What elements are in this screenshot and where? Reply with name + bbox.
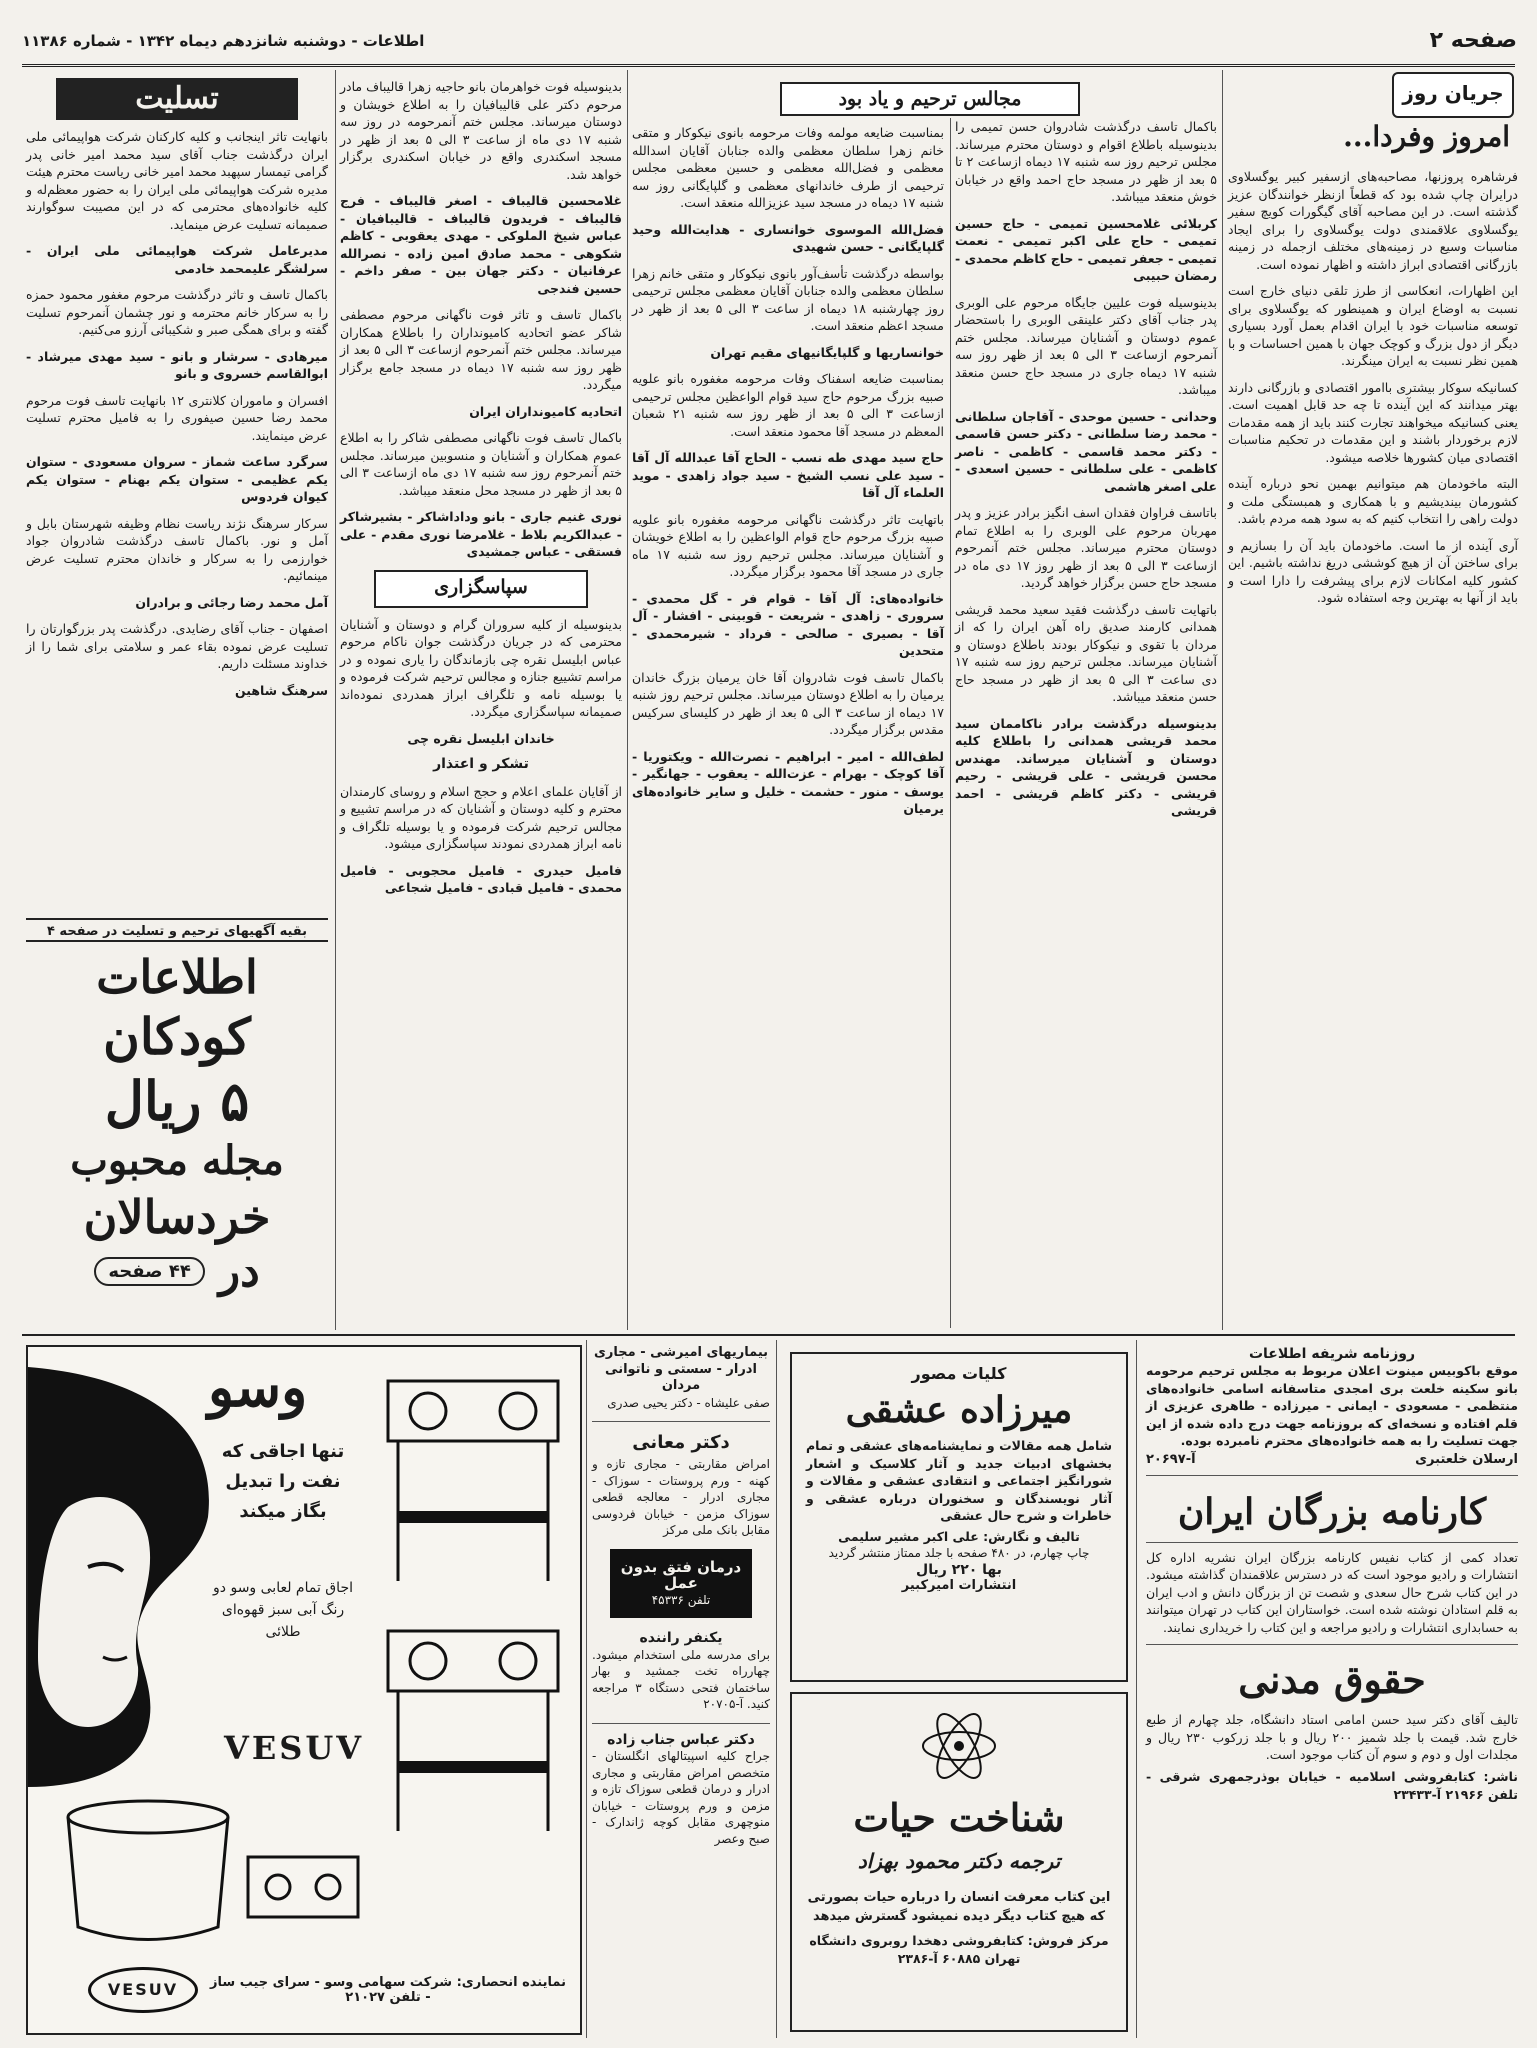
notice-signatures: نوری غنیم جاری - بانو وداداشاکر - بشیرشاکر - عبدالکریم بلاط - غلامرضا نوری مقدم - علی فستقی - عباس جمشیدی bbox=[340, 509, 622, 559]
book-price: بها ۲۲۰ ریال bbox=[916, 1561, 1002, 1578]
ad-doctor-title: یکنفر راننده bbox=[639, 1630, 723, 1646]
notice-signature: مدیرعامل شرکت هواپیمائی ملی ایران - سرلشگر علیمحمد خادمی bbox=[26, 243, 328, 276]
correction-signature: ارسلان خلعتبری bbox=[1415, 1451, 1518, 1467]
ad-vesuv bbox=[26, 1345, 582, 2035]
ad-doctor-body: برای مدرسه ملی استخدام میشود. چهارراه تخت جمشید و بهار ساختمان فتحی دستگاه ۳ مراجعه کنید. آ-۲۰۷۰۵ bbox=[592, 1647, 771, 1711]
column-memorials-a bbox=[955, 118, 1217, 1328]
book-karnameh-title: کارنامه بزرگان ایران bbox=[1146, 1482, 1518, 1543]
page-header bbox=[22, 28, 1517, 64]
ad-eshghi-book bbox=[790, 1352, 1128, 1682]
notice-signature: آمل محمد رضا رجائی و برادران bbox=[135, 594, 328, 610]
notice: سرکار سرهنگ نژند ریاست نظام وظیفه شهرستان بابل و آمل و نور. باکمال تاسف درگذشت شادروان جواد خوارزمی را به سرکار و خاندان محترم تسلیت عرض مینمائیم. bbox=[26, 515, 328, 583]
notice-signature: سرگرد ساعت شماز - سروان مسعودی - ستوان یکم عظیمی - ستوان یکم بهنام - ستوان یکم کیوان فردوس bbox=[26, 454, 328, 504]
ad-kids-price: ۵ ریال bbox=[104, 1069, 250, 1133]
ad-kids-pages-badge: ۴۴ صفحه bbox=[94, 1257, 205, 1286]
correction-text: موقع باکوبیس مینوت اعلان مربوط به مجلس ترحیم مرحومه بانو سکینه خلعت بری امجدی متاسفانه اسامی خانواده‌های منتظمی - مسعودی - ایمانی - میرزاده - طاهری عزیزی از قلم افتاده و نسخه‌ای که بروزنامه جهت درج داده شده از این جهت تسلیت را به همه خانواده‌های محترم نامبرده بوده. bbox=[1146, 1363, 1518, 1448]
book-author: تالیف و نگارش: علی اکبر مشیر سلیمی bbox=[838, 1528, 1080, 1544]
notice: بواسطه درگذشت تأسف‌آور بانوی نیکوکار و متقی خانم زهرا سلطان معظمی والده جنابان آقایان معظمی مجلس ترحیمی روز چهارشنبه ۱۸ دیماه از ساعت ۳ الی ۵ بعد از ظهر در مسجد اعظم منعقد است. bbox=[632, 265, 944, 333]
notice: باتاسف فراوان فقدان اسف انگیز برادر عزیز و پدر مهربان مرحوم علی الوبری را به اطلاع تمام دوستان محترم میرساند. مجلس ختم آنمرحوم ازساعت ۳ الی ۵ بعد از ظهر روز ۱۷ دی ماه در مسجد حاج حسن برگزار خواهد گردید. bbox=[955, 505, 1217, 590]
ad-doctor-body: جراح کلیه اسپیتالهای انگلستان - متخصص امراض مقاربتی و مجاری ادرار و درمان قطعی سوزاک تازه و مزمن و ورم پروستات - خیابان منوچهری مقابل کوچه ژاندارک - صبح وعصر bbox=[592, 1749, 770, 1846]
apology-notice: از آقایان علمای اعلام و حجج اسلام و روسای کارمندان محترم و کلیه دوستان و آشنایان که در مراسم تشییع و مجالس ترحیم شرکت فرموده و یا بوسیله تلگراف و نامه ابراز همدردی نمودند سپاسگزاری میشود. bbox=[340, 783, 622, 851]
section-title-thanks: سپاسگزاری bbox=[374, 570, 588, 608]
headline-today-tomorrow: امروز وفردا... bbox=[1343, 120, 1510, 153]
notice: باکمال تاسف فوت ناگهانی مصطفی شاکر را به اطلاع عموم همکاران و آشنایان و منسوبین میرساند. مجلس ختم آنمرحوم روز سه شنبه ۱۷ دی ماه ازساعت ۳ الی ۵ بعد از ظهر در مسجد محل منعقد میباشد. bbox=[340, 430, 622, 498]
column-condolences bbox=[26, 78, 328, 918]
book-description: شامل همه مقالات و نمایشنامه‌های عشقی و تمام بخشهای ادبیات جدید و آثار کلاسیک و اشعار شورانگیز اجتماعی و انتقادی عشقی و مقالات و آثار نویسندگان و سخنوران درباره عشقی و خاطرات و شرح حال عشقی bbox=[806, 1438, 1112, 1523]
ad-doctor-item bbox=[592, 1630, 770, 1713]
notice: اصفهان - جناب آقای رضایدی. درگذشت پدر بزرگوارتان را تسلیت عرض نموده بقاء عمر و سلامتی برای شما را از خداوند مسئلت داریم. bbox=[26, 621, 328, 671]
continued-note: بقیه آگهیهای ترحیم و تسلیت در صفحه ۴ bbox=[26, 918, 328, 942]
ad-kids-line: اطلاعات bbox=[96, 950, 258, 1004]
hayat-title: شناخت حیات bbox=[853, 1795, 1065, 1840]
vesuv-agent: نماینده انحصاری: شرکت سهامی وسو - سرای جیب ساز - تلفن ۲۱۰۲۷ bbox=[210, 1975, 566, 2005]
notice: باکمال تاسف درگذشت شادروان حسن تمیمی را بدینوسیله باطلاع اقوام و دوستان محترم میرساند. مجلس ترحیم روز سه شنبه ۱۷ دیماه ازساعت ۲ تا ۵ بعد از ظهر در مسجد حاج احمد واقع در خیابان خوش منعقد میباشد. bbox=[955, 119, 1218, 204]
notice: باتهایت تاثر درگذشت ناگهانی مرحومه مغفوره بانو علویه صبیه بزرگ مرحوم حاج قوام الواعظین را به اطلاع خویشان و آشنایان میرساند. مجلس ترحیم روز سه شنبه ۱۷ ماه جاری در مسجد آقا محمود برگزار میگردد. bbox=[632, 511, 945, 579]
ad-kids-line: خردسالان bbox=[83, 1190, 271, 1244]
hayat-emblem-icon bbox=[919, 1706, 999, 1786]
thanks-signature: خاندان ابلیسل نقره چی bbox=[407, 730, 555, 746]
ad-kids-line: مجله محبوب bbox=[70, 1137, 284, 1184]
ad-doctors-column bbox=[592, 1345, 770, 2035]
notice-signatures: اتحادیه کامیونداران ایران bbox=[469, 403, 622, 419]
paragraph: البته ماخودمان هم میتوانیم بهمین نحو درباره آینده کشورمان بیندیشیم و با همکاری و همبستگی ملت و دولت راهی را انتخاب کنیم که به سود همه مردم باشد. bbox=[1228, 476, 1518, 526]
notice: بمناسبت ضایعه مولمه وفات مرحومه بانوی نیکوکار و متقی خانم زهرا سلطان معظمی والده جنابان آقایان اسدالله معظمی و فضل‌الله معظمی و حسین معظمی مجلس ترحیمی از طرف خاندانهای معظمی و گلپایگانی روز سه شنبه ۱۷ دیماه در مسجد سید عزیزالله منعقد است. bbox=[632, 125, 944, 210]
notice-signatures: حاج سید مهدی طه نسب - الحاج آقا عبدالله آل آقا - سید علی نسب الشیخ - سید جواد زاهدی - موید العلماء آل آقا bbox=[632, 450, 944, 500]
apology-title: تشکر و اعتذار bbox=[433, 756, 529, 772]
ad-doctor-title: درمان فتق بدون عمل bbox=[620, 1557, 742, 1592]
notice: بانهایت تاثر اینجانب و کلیه کارکنان شرکت هواپیمائی ملی ایران درگذشت جناب آقای سید محمد امیر خانی پدر گرامی تیمسار سپهبد محمد امیر خانی ریاست محترم هیئت مدیره شرکت هواپیمائی ملی ایران را به حضور معظم‌له و کلیه خانواده‌های محترمی که در این مصیبت سوگوارند صمیمانه تسلیت عرض مینماید. bbox=[26, 129, 328, 232]
notice: بدینوسیله فوت علیین جایگاه مرحوم علی الوبری پدر جناب آقای دکتر علینقی الوبری را باستحضار عموم دوستان و آشنایان میرساند. مجلس ختم آنمرحوم ازساعت ۳ الی ۵ بعد از ظهر روز سه شنبه ۱۷ دیماه جاری در مسجد حاج حسن منعقد میباشد. bbox=[955, 294, 1217, 397]
ad-doctor-item bbox=[592, 1345, 770, 1411]
ad-doctor-body: صفی علیشاه - دکتر یحیی صدری bbox=[607, 1395, 770, 1410]
notice: بدینوسیله فوت خواهرمان بانو حاجیه زهرا قالیباف مادر مرحوم دکتر علی قالیبافیان را به اطلاع خویشان و دوستان میرساند. مجلس ختم آنمرحومه در روز سه شنبه ۱۷ دی ماه از ساعت ۳ الی ۵ بعد از ظهر در مسجد اسکندری واقع در خیابان اسکندری برگزار خواهد شد. bbox=[340, 79, 622, 182]
ad-doctor-body: تلفن ۴۵۳۳۶ bbox=[651, 1592, 711, 1607]
notice-signatures: خوانساریها و گلپایگانیهای مقیم تهران bbox=[710, 344, 944, 360]
notice-signature: میرهادی - سرشار و بانو - سید مهدی میرشاد - ابوالقاسم خسروی و بانو bbox=[26, 348, 328, 381]
title-condolences: تسلیت bbox=[56, 78, 298, 120]
notice-signatures: بدینوسیله درگذشت برادر ناکاممان سید محمد قریشی همدانی را باطلاع کلیه دوستان و آشنایان میرساند. مهندس محسن قریشی - علی قریشی - رحیم قریشی - دکتر کاظم قریشی - احمد قریشی bbox=[955, 715, 1217, 818]
page-number: صفحه ۲ bbox=[1429, 28, 1517, 53]
ad-doctor-item bbox=[592, 1430, 770, 1539]
ad-doctor-title: دکتر عباس جناب زاده bbox=[607, 1731, 755, 1748]
correction-code: آ-۲۰۶۹۷ bbox=[1146, 1451, 1196, 1467]
notice-signatures: کربلائی غلامحسین تمیمی - حاج حسین تمیمی - حاج علی اکبر تمیمی - نعمت تمیمی - جعفر تمیمی - حاج کاظم محمدی - رمضان حبیبی bbox=[955, 215, 1217, 283]
ad-doctor-item bbox=[592, 1732, 770, 1848]
notice: باکمال تاسف و تاثر درگذشت مرحوم مغفور محمود حمزه را به سرکار خانم محترمه و نور چشمان آنمرحوم تسلیت گفته و برای همگی صبر و شکیبائی آرزو می‌کنیم. bbox=[26, 287, 328, 337]
ad-kids-magazine bbox=[26, 948, 328, 1328]
book-title: میرزاده عشقی bbox=[845, 1389, 1073, 1431]
ad-doctor-title: دکتر معانی bbox=[632, 1432, 730, 1453]
ad-doctor-title: بیماریهای امیرشی - مجاری ادرار - سستی و ناتوانی مردان bbox=[593, 1345, 769, 1393]
book-label: کلیات مصور bbox=[911, 1364, 1007, 1383]
notice-signatures: خانواده‌های: آل آقا - قوام فر - گل محمدی - سروری - زاهدی - شریعت - قوبینی - افشار - آل آقا - بصیری - صالحی - فرداد - شیرمحمدی - متحدین bbox=[632, 590, 944, 658]
notice: افسران و ماموران کلانتری ۱۲ بانهایت تاسف فوت مرحوم محمد رضا حسین صیفوری را به فامیل محترم تسلیت عرض مینمایند. bbox=[26, 392, 328, 443]
notice: بمناسبت ضایعه اسفناک وفات مرحومه مغفوره بانو علویه صبیه بزرگ مرحوم حاج سید قوام الواعظین مجلس ترحیمی ازساعت ۳ الی ۵ بعد از ظهر روز سه شنبه ۲۱ شعبان المعظم در مسجد آقا محمود منعقد است. bbox=[632, 371, 944, 439]
section-title-memorials: مجالس ترحیم و یاد بود bbox=[780, 82, 1080, 116]
notice-signatures: غلامحسین قالیباف - اصغر قالیباف - فرج قالیباف - فریدون قالیباف - قالیبافیان - عباس شیخ الملوکی - مهدی یعقوبی - کاظم شکوهی - محمد صادق امین زاده - نصرالله عرفانیان - دکتر جهان بین - صفر داخم - حسین فندجی bbox=[340, 193, 622, 296]
paragraph: این اظهارات، انعکاسی از طرز تلقی دنیای خارج است نسبت به اوضاع ایران و همینطور که یوگسلاوی برای توسعه مناسبات خود با ایران اقدام بعمل آورد بسیاری دیگر از دول بزرگ و کوچک جهان با همین احساسات و با همین نظر نسبت به ایران مینگرند. bbox=[1228, 283, 1518, 368]
column-memorials-b bbox=[632, 124, 944, 1329]
vesuv-logo-text: VESUV bbox=[107, 1980, 179, 1999]
hayat-description: این کتاب معرفت انسان را درباره حیات بصورتی که هیچ کتاب دیگر دیده نمیشود گسترش میدهد bbox=[807, 1890, 1111, 1924]
vesuv-logo-badge bbox=[88, 1967, 198, 2013]
hayat-store: مرکز فروش: کتابفروشی دهخدا روبروی دانشگاه تهران ۶۰۸۸۵ آ-۲۳۸۶ bbox=[809, 1933, 1109, 1966]
vesuv-brand-en: VESUV bbox=[224, 1729, 365, 1767]
book-civil-law-title: حقوق مدنی bbox=[1238, 1657, 1426, 1702]
ad-doctor-body: امراض مقاربتی - مجاری تازه و کهنه - ورم پروستات - سوزاک - مجاری ادرار - معالجه قطعی سوزاک مزمن - خیابان فردوسی مقابل بانک ملی مرکز bbox=[592, 1457, 770, 1537]
book-civil-law-publisher: ناشر: کتابفروشی اسلامیه - خیابان بوذرجمهری شرقی - تلفن ۲۱۹۶۶ آ-۲۳۴۳۳ bbox=[1146, 1768, 1518, 1802]
paragraph: کسانیکه سوکار بیشتری باامور اقتصادی و بازرگانی دارند بهتر میدانند که این آینده تا چه حد قابل اهمیت است. یعنی کسانیکه میخواهند تجارت کنند باید از همه مقدمات لازم برخوردار باشند و این مقدمات در تحکیم مناسبات اقتصادی میان کشورها خلاصه میشود. bbox=[1228, 379, 1518, 465]
notice: باکمال تاسف فوت شادروان آقا خان یرمیان بزرگ خاندان یرمیان را به اطلاع دوستان میرساند. مجلس ترحیم روز شنبه ۱۷ دیماه از ساعت ۳ الی ۵ بعد از ظهر در کلیسای سرکیس مقدس برگزار میگردد. bbox=[632, 669, 944, 737]
apology-signatures: فامیل حیدری - فامیل محجوبی - فامیل محمدی - فامیل قبادی - فامیل شجاعی bbox=[340, 862, 622, 895]
pot-illustration bbox=[48, 1777, 368, 1957]
vesuv-brand-fa: وسو bbox=[208, 1355, 308, 1419]
ad-doctor-item bbox=[610, 1549, 752, 1619]
column-memorials-c bbox=[340, 78, 622, 1328]
ad-kids-line: در bbox=[218, 1246, 260, 1297]
vesuv-tagline: تنها اجاقی که نفت را تبدیل بگاز میکند bbox=[221, 1441, 345, 1522]
paragraph: فرشاهره پروزنها، مصاحبه‌های ازسفیر کبیر یوگسلاوی درایران چاپ شده بود که قطعاً ازنظر خوانندگان عزیز گذشته است. در این مصاحبه آقای گیگورات کویچ سفیر یوگسلاوی علاقمندی دولت یوگسلاوی را برای ایجاد مناسبات وسیع در زمینه‌های مختلف ازجمله در زمینه بازرگانی اقتصادی ابراز داشته و اظهار نموده است. bbox=[1228, 169, 1518, 272]
vesuv-feature: اجاق تمام لعابی وسو دو رنگ آبی سبز قهوه‌ای طلائی bbox=[213, 1580, 353, 1640]
thanks-notice: بدینوسیله از کلیه سروران گرام و دوستان و آشنایان محترمی که در جریان درگذشت جوان ناکام مرحوم عباس ابلیسل نقره چی بازماندگان را یاری نموده و در مراسم تشییع جنازه و مجالس ترحیم شرکت فرموده و یا بوسیله نامه و تلگراف ابراز همدردی نموده‌اند صمیمانه سپاسگزاری میگردد. bbox=[340, 616, 622, 719]
notice-signatures: فضل‌الله الموسوی خوانساری - هدایت‌الله وحید گلپایگانی - حسن شهیدی bbox=[632, 221, 944, 254]
hayat-translator: ترجمه دکتر محمود بهزاد bbox=[857, 1849, 1061, 1873]
ad-right-column bbox=[1146, 1346, 1518, 2036]
notice: باکمال تاسف و تاثر فوت ناگهانی مرحوم مصطفی شاکر عضو اتحادیه کامیونداران را باطلاع همکاران میرساند. مجلس ختم آنمرحوم ازساعت ۳ الی ۵ بعد از ظهر روز سه شنبه ۱۷ دیماه در مسجد جامع برگزار میگردد. bbox=[340, 307, 622, 392]
book-edition: چاپ چهارم، در ۴۸۰ صفحه با جلد ممتاز منتشر گردید bbox=[828, 1545, 1090, 1560]
notice-signature: سرهنگ شاهین bbox=[235, 682, 328, 698]
book-publisher: انتشارات امیرکبیر bbox=[901, 1577, 1017, 1593]
book-karnameh-text: تعداد کمی از کتاب نفیس کارنامه بزرگان ایران نشریه اداره کل انتشارات و رادیو موجود است که در دسترس علاقمندان گذاشته میشود. در این کتاب شرح حال سعدی و شصت تن از بزرگان دانش و ادب ایران به قلم استادان نوشته شده است. خواستاران این کتاب در تهران میتوانند به حسابداری انتشارات و رادیو مراجعه و این کتاب را خریداری نمایند. bbox=[1146, 1549, 1518, 1635]
ad-hayat-book bbox=[790, 1692, 1128, 2032]
correction-title: روزنامه شریفه اطلاعات bbox=[1248, 1346, 1416, 1362]
notice: باتهایت تاسف درگذشت فقید سعید محمد قریشی همدانی کارمند صدیق راه آهن ایران را که از مردان با تقوی و نیکوکار بودند باطلاع دوستان و آشنایان میرساند. مجلس ترحیم روز سه شنبه ۱۷ دی ساعت ۳ الی ۵ بعد از ظهر در مسجد حاج حسن منعقد میباشد. bbox=[955, 601, 1217, 704]
ad-kids-line: کودکان bbox=[103, 1007, 251, 1066]
notice-signatures: وحدانی - حسین موحدی - آقاجان سلطانی - محمد رضا سلطانی - دکتر حسن قاسمی - دکتر محمد قاسمی - کاظمی - ناصر کاظمی - علی سلطانی - حسین اسعدی - علی اصغر هاشمی bbox=[955, 408, 1217, 494]
paragraph: آری آینده از ما است. ماخودمان باید آن را بسازیم و برای ساختن آن از هیچ کوششی دریغ نداشته باشیم. این کشور کلیه امکانات لازم برای پیشرفت را دارا است و باید از آنها به بهترین وجه استفاده شود. bbox=[1228, 537, 1518, 605]
notice-signatures: لطف‌الله - امیر - ابراهیم - نصرت‌الله - ویکتوریا - آقا کوچک - بهرام - عزت‌الله - یعقوب - جهانگیر - یوسف - منور - حشمت - خلیل و سایر خانواده‌های یرمیان bbox=[632, 748, 944, 816]
column-current-affairs bbox=[1228, 72, 1518, 1327]
book-civil-law-text: تالیف آقای دکتر سید حسن امامی استاد دانشگاه، جلد چهارم از طبع خارج شد. قیمت با جلد شمیز ۲۰۰ ریال و با جلد زرکوب ۲۳۰ ریال و مجلدات اول و دوم و سوم آن کتاب موجود است. bbox=[1146, 1712, 1519, 1762]
woman-face-illustration bbox=[28, 1367, 228, 1787]
dateline: اطلاعات - دوشنبه شانزدهم دیماه ۱۳۴۲ - شماره ۱۱۳۸۶ bbox=[22, 32, 425, 50]
stove-illustration bbox=[368, 1361, 568, 1901]
badge-current-affairs: جریان روز bbox=[1392, 72, 1514, 118]
